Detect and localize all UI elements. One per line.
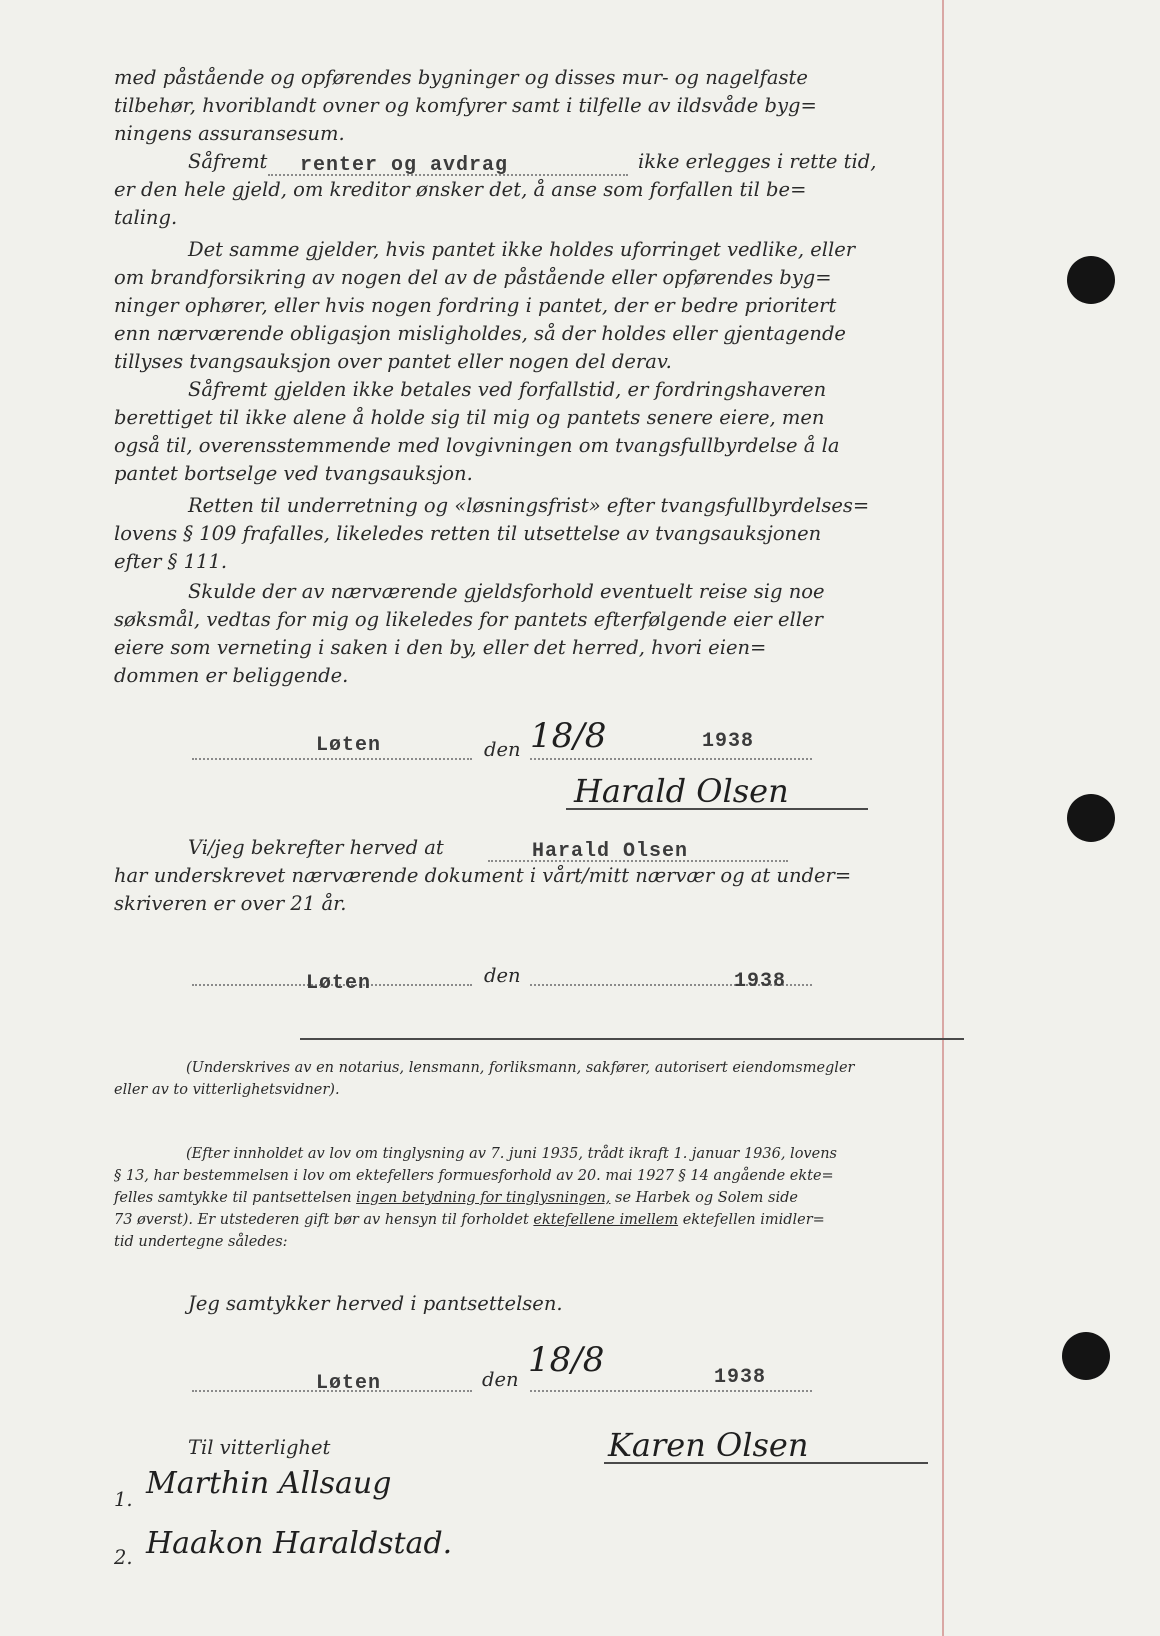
- body-line: pantet bortselge ved tvangsauksjon.: [114, 462, 473, 485]
- witness-number: 2.: [114, 1546, 133, 1569]
- body-line: med påstående og opførendes bygninger og disses mur- og nagelfaste: [114, 66, 808, 89]
- signature-harald-olsen: Harald Olsen: [574, 772, 789, 810]
- witness-signature: Haakon Haraldstad.: [146, 1526, 453, 1561]
- place-line: [192, 758, 472, 760]
- body-line: dommen er beliggende.: [114, 664, 349, 687]
- body-line: Skulde der av nærværende gjeldsforhold eventuelt reise sig noe: [188, 580, 825, 603]
- body-line: taling.: [114, 206, 178, 229]
- note-line: felles samtykke til pantsettelsen ingen betydning for tinglysningen, se Harbek og Solem side: [114, 1190, 798, 1206]
- default-clause-prefix: Såfremt: [188, 150, 268, 173]
- body-line: Såfremt gjelden ikke betales ved forfallstid, er fordringshaveren: [188, 378, 827, 401]
- body-line: lovens § 109 frafalles, likeledes retten til utsettelse av tvangsauksjonen: [114, 522, 822, 545]
- date-line: [530, 758, 812, 760]
- witness-name: Harald Olsen: [532, 840, 689, 863]
- signature-line: [604, 1462, 928, 1464]
- signing-place: Løten: [316, 1372, 382, 1395]
- note-line: tid undertegne således:: [114, 1234, 288, 1250]
- default-clause-suffix: ikke erlegges i rette tid,: [638, 150, 877, 173]
- date-line: [530, 1390, 812, 1392]
- body-line: også til, overensstemmende med lovgivningen om tvangsfullbyrdelse å la: [114, 434, 840, 457]
- body-line: søksmål, vedtas for mig og likeledes for pantets efterfølgende eier eller: [114, 608, 823, 631]
- note-line: § 13, har bestemmelsen i lov om ektefellers formuesforhold av 20. mai 1927 § 14 angående ekte=: [114, 1168, 834, 1184]
- punch-hole: [1067, 256, 1115, 304]
- witness-number: 1.: [114, 1488, 133, 1511]
- witness-clause-prefix: Vi/jeg bekrefter herved at: [188, 836, 444, 859]
- note-line: 73 øverst). Er utstederen gift bør av hensyn til forholdet ektefellene imellem ektefellen imidler=: [114, 1212, 825, 1228]
- body-line: ninger ophører, eller hvis nogen fordring i pantet, der er bedre prioritert: [114, 294, 837, 317]
- witness-label: Til vitterlighet: [188, 1436, 331, 1459]
- margin-line: [942, 0, 944, 1636]
- punch-hole: [1062, 1332, 1110, 1380]
- den-label: den: [484, 738, 521, 761]
- body-line: Retten til underretning og «løsningsfrist» efter tvangsfullbyrdelses=: [188, 494, 870, 517]
- body-line: tilbehør, hvoriblandt ovner og komfyrer samt i tilfelle av ildsvåde byg=: [114, 94, 817, 117]
- punch-hole: [1067, 794, 1115, 842]
- body-line: berettiget til ikke alene å holde sig til mig og pantets senere eiere, men: [114, 406, 825, 429]
- signature-line: [566, 808, 868, 810]
- body-line: tillyses tvangsauksjon over pantet eller nogen del derav.: [114, 350, 672, 373]
- witness-signature: Marthin Allsaug: [146, 1466, 392, 1501]
- body-line: har underskrevet nærværende dokument i vårt/mitt nærvær og at under=: [114, 864, 852, 887]
- body-line: eiere som verneting i saken i den by, eller det herred, hvori eien=: [114, 636, 767, 659]
- underlined-phrase: ektefellene imellem: [533, 1212, 679, 1228]
- note-line: (Efter innholdet av lov om tinglysning av 7. juni 1935, trådt ikraft 1. januar 1936, lovens: [186, 1146, 837, 1162]
- note-line: (Underskrives av en notarius, lensmann, forliksmann, sakfører, autorisert eiendomsmegler: [186, 1060, 855, 1076]
- body-line: er den hele gjeld, om kreditor ønsker det, å anse som forfallen til be=: [114, 178, 807, 201]
- signing-year: 1938: [702, 730, 755, 753]
- den-label: den: [484, 964, 521, 987]
- body-line: ningens assuransesum.: [114, 122, 345, 145]
- signature-line: [300, 1038, 964, 1040]
- den-label: den: [482, 1368, 519, 1391]
- body-line: om brandforsikring av nogen del av de påstående eller opførendes byg=: [114, 266, 832, 289]
- body-line: enn nærværende obligasjon misligholdes, så der holdes eller gjentagende: [114, 322, 846, 345]
- body-line: efter § 111.: [114, 550, 228, 573]
- signature-karen-olsen: Karen Olsen: [608, 1426, 809, 1464]
- signing-year: 1938: [734, 970, 787, 993]
- signing-date: 18/8: [530, 716, 607, 756]
- body-line: Det samme gjelder, hvis pantet ikke holdes uforringet vedlike, eller: [188, 238, 856, 261]
- underlined-phrase: ingen betydning for tinglysningen,: [356, 1190, 611, 1206]
- signing-place: Løten: [306, 972, 372, 995]
- signing-date: 18/8: [528, 1340, 605, 1380]
- note-line: eller av to vitterlighetsvidner).: [114, 1082, 340, 1098]
- signing-place: Løten: [316, 734, 382, 757]
- body-line: skriveren er over 21 år.: [114, 892, 347, 915]
- default-clause-fill: renter og avdrag: [300, 154, 509, 177]
- signing-year: 1938: [714, 1366, 767, 1389]
- consent-line: Jeg samtykker herved i pantsettelsen.: [188, 1292, 563, 1315]
